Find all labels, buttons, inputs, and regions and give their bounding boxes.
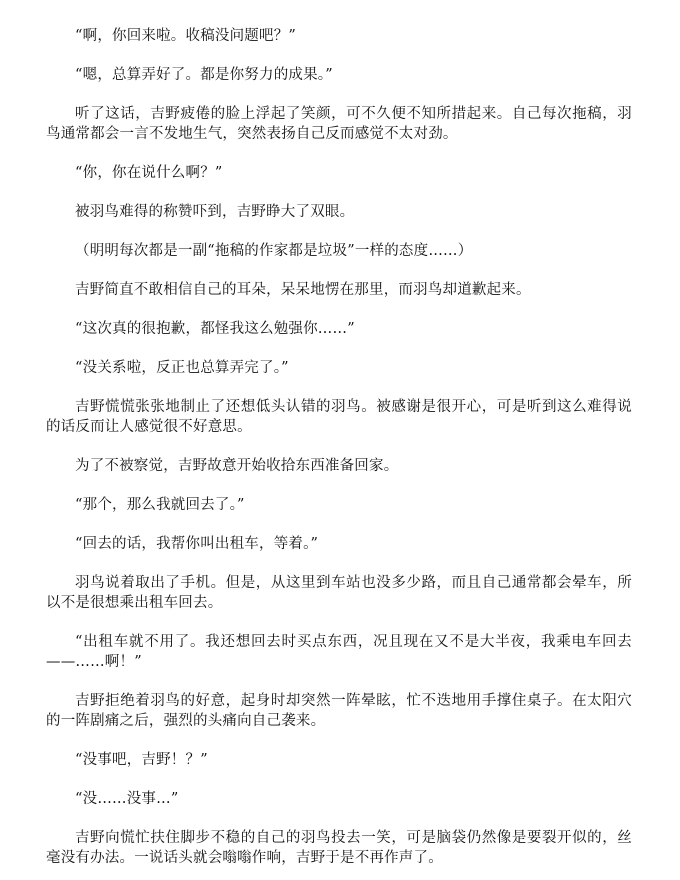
paragraph: “嗯，总算弄好了。都是你努力的成果。”	[75, 67, 333, 83]
paragraph: “回去的话，我帮你叫出租车，等着。”	[75, 536, 319, 552]
paragraph: “出租车就不用了。我还想回去时买点东西，况且现在又不是大半夜，我乘电车回去——……啊！”	[46, 634, 632, 670]
paragraph: 吉野拒绝着羽鸟的好意，起身时却突然一阵晕眩，忙不迭地用手撑住桌子。在太阳穴的一阵剧痛之后，强烈的头痛向自己袭来。	[46, 693, 632, 729]
paragraph: “啊，你回来啦。收稿没问题吧？”	[75, 28, 297, 44]
paragraph: “你，你在说什么啊？”	[75, 165, 223, 181]
paragraph: “没事吧，吉野！？”	[75, 752, 208, 768]
paragraph: 被羽鸟难得的称赞吓到，吉野睁大了双眼。	[75, 204, 355, 220]
paragraph: （明明每次都是一副“拖稿的作家都是垃圾”一样的态度……）	[75, 243, 473, 259]
paragraph: “没关系啦，反正也总算弄完了。”	[75, 360, 289, 376]
paragraph: “没……没事…”	[75, 791, 179, 807]
paragraph: 吉野向慌忙扶住脚步不稳的自己的羽鸟投去一笑，可是脑袋仍然像是要裂开似的，丝毫没有办法。一说话头就会嗡嗡作响，吉野于是不再作声了。	[46, 830, 632, 866]
paragraph: “那个，那么我就回去了。”	[75, 497, 245, 513]
paragraph: “这次真的很抱歉，都怪我这么勉强你……”	[75, 321, 355, 337]
paragraph: 吉野慌慌张张地制止了还想低头认错的羽鸟。被感谢是很开心，可是听到这么难得说的话反而让人感觉很不好意思。	[46, 399, 632, 435]
paragraph: 羽鸟说着取出了手机。但是，从这里到车站也没多少路，而且自己通常都会晕车，所以不是很想乘出租车回去。	[46, 575, 632, 611]
paragraph: 吉野简直不敢相信自己的耳朵，呆呆地愣在那里，而羽鸟却道歉起来。	[75, 282, 531, 298]
paragraph: 为了不被察觉，吉野故意开始收拾东西准备回家。	[75, 458, 399, 474]
paragraph: 听了这话，吉野疲倦的脸上浮起了笑颜，可不久便不知所措起来。自己每次拖稿，羽鸟通常都会一言不发地生气，突然表扬自己反而感觉不太对劲。	[46, 106, 632, 142]
